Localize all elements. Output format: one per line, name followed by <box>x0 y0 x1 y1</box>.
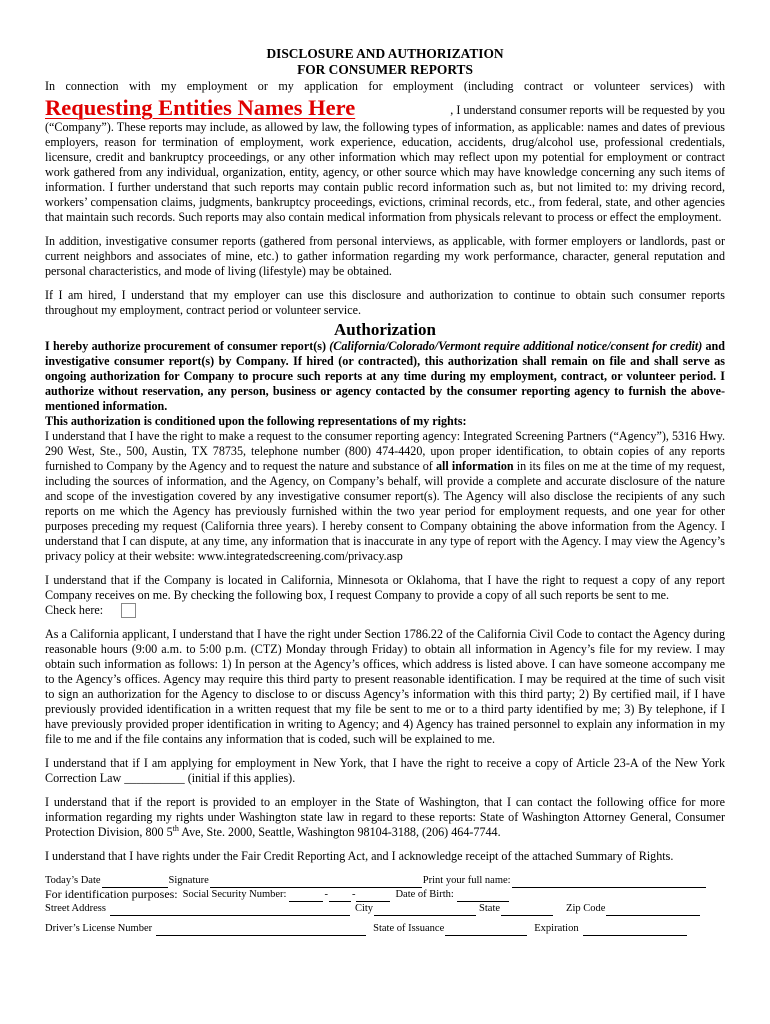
intro-continued: , I understand consumer reports will be requested by you <box>450 103 725 117</box>
requesting-entity-name: Requesting Entities Names Here <box>45 95 356 120</box>
address-row <box>45 902 725 916</box>
new-york-paragraph: I understand that if I am applying for employment in New York, that I have the right to receive a copy of Article 23-A of the New York Correction Law __________ (initial if this applies). <box>45 756 725 785</box>
street-label: Street Address <box>45 903 106 914</box>
date-label: Today’s Date <box>45 875 101 886</box>
document-page <box>45 46 725 936</box>
rights-text-b: in its files on me at the time of my request, including the sources of information, and the Agency, on Company’s behalf, will provide a complete and accurate disclosure of the nature and scope of the investigation covered by any investigative consumer report(s). The Agency will also disclose the recipients of any such reports on me which the Agency has previously furnished within the two year period for employment requests, and one year for other purposes preceding my request (California three years). I hereby consent to Company obtaining the above information from the Agency. I understand that I can dispute, at any time, any information that is inaccurate in any type of report with the Agency. I may view the Agency’s privacy policy at their website: www.integratedscreening.com/privacy.asp <box>45 459 725 563</box>
city-label: City <box>354 903 374 914</box>
rights-condition-heading: This authorization is conditioned upon the following representations of my rights: <box>45 414 467 428</box>
copy-request-checkbox[interactable] <box>121 603 136 618</box>
title-line-2: FOR CONSUMER REPORTS <box>297 62 473 77</box>
signature-label: Signature <box>168 875 209 886</box>
street-field[interactable] <box>110 905 350 916</box>
agency-rights-paragraph <box>45 429 725 564</box>
license-row <box>45 916 725 936</box>
id-purposes-label: For identification purposes: <box>45 887 178 901</box>
ongoing-use-paragraph: If I am hired, I understand that my employer can use this disclosure and authorization to continue to obtain such consumer reports throughout my employment, contract period or volunteer service. <box>45 288 725 317</box>
auth-italic-note: (California/Colorado/Vermont require additional notice/consent for credit) <box>329 339 703 353</box>
state-field[interactable] <box>501 905 553 916</box>
ssn-dash-1: - <box>324 889 328 900</box>
zip-label: Zip Code <box>566 903 606 914</box>
authorization-heading: Authorization <box>334 320 436 339</box>
ssn-field-2[interactable] <box>329 891 351 902</box>
fcra-paragraph: I understand that I have rights under the Fair Credit Reporting Act, and I acknowledge receipt of the attached Summary of Rights. <box>45 849 674 863</box>
authorization-paragraph <box>45 339 725 414</box>
ssn-field-1[interactable] <box>289 891 323 902</box>
intro-line: In connection with my employment or my application for employment (including contract or volunteer services) with <box>45 79 725 93</box>
expiration-field[interactable] <box>583 925 687 936</box>
applicant-form <box>45 874 725 936</box>
entity-line <box>45 95 725 120</box>
issuance-label: State of Issuance <box>373 923 445 934</box>
auth-text-b: and investigative consumer report(s) by Company. If hired (or contracted), this authorization shall remain on file and shall serve as ongoing authorization for Company to procure such reports at any time during my employment, contract, or volunteer period. I authorize without reservation, any person, business or agency contacted by the consumer reporting agency to furnish the above-mentioned information. <box>45 339 726 413</box>
expiration-label: Expiration <box>534 923 579 934</box>
report-types-paragraph: (“Company”). These reports may include, as allowed by law, the following types of information, as applicable: names and dates of previous employers, reason for termination of employment, work experience, education, accidents, drug/alcohol use, professional credentials, licensure, credit and bankruptcy proceedings, or any other information which may reflect upon my potential for employment or contract work gathered from any individual, organization, entity, agency, or other source which may have knowledge concerning any such items of information. I further understand that such reports may contain public record information such as, but not limited to: my driving record, workers’ compensation claims, judgments, bankruptcy proceedings, evictions, criminal records, etc., from federal, state, and other agencies that maintain such records. Such reports may also contain medical information from physicals relevant to process or effect the employment. <box>45 120 725 224</box>
rights-bold-text: all information <box>435 459 514 473</box>
issuance-field[interactable] <box>445 925 527 936</box>
copy-request-paragraph: I understand that if the Company is located in California, Minnesota or Oklahoma, that I have the right to request a copy of any report Company receives on me. By checking the following box, I request Company to provide a copy of all such reports be sent to me. <box>45 573 725 602</box>
document-title <box>45 46 725 78</box>
state-label: State <box>479 903 501 914</box>
print-name-label: Print your full name: <box>422 875 511 886</box>
zip-field[interactable] <box>606 905 700 916</box>
california-applicant-paragraph: As a California applicant, I understand that I have the right under Section 1786.22 of the California Civil Code to contact the Agency during reasonable hours (9:00 a.m. to 5:00 p.m. (CTZ) Monday through Friday) to obtain all information in Agency’s file for my review. I may obtain such information as follows: 1) In person at the Agency’s offices, which address is listed above. I can have someone accompany me to the Agency’s offices. Agency may require this third party to present reasonable identification. I may be required at the time of such visit to sign an authorization for the Agency to disclose to or discuss Agency’s information with this third party; 2) By certified mail, if I have previously provided identification in a written request that my file be sent to me or to a third party identified by me; 3) By telephone, if I have previously provided proper identification in writing to Agency; and 4) Agency has trained personnel to explain any information in my file to me and if the file contains any information that is coded, such will be explained to me. <box>45 627 725 746</box>
washington-paragraph <box>45 795 725 840</box>
title-line-1: DISCLOSURE AND AUTHORIZATION <box>266 46 504 61</box>
city-field[interactable] <box>374 905 476 916</box>
identification-row <box>45 888 725 902</box>
wa-text-a: I understand that if the report is provided to an employer in the State of Washington, that I can contact the following office for more information regarding my rights under Washington state law in regard to these reports: State of Washington Attorney General, Consumer Protection Division, 800 5 <box>45 795 725 839</box>
print-name-field[interactable] <box>512 877 706 888</box>
wa-superscript: th <box>172 823 179 833</box>
dob-label: Date of Birth: <box>395 889 454 900</box>
copy-request-check-row <box>45 603 725 618</box>
license-field[interactable] <box>156 925 366 936</box>
auth-text-a: I hereby authorize procurement of consumer report(s) <box>45 339 330 353</box>
ssn-label: Social Security Number: <box>182 889 287 900</box>
ssn-dash-2: - <box>351 889 356 900</box>
date-signature-row <box>45 874 725 888</box>
check-label: Check here: <box>45 603 104 617</box>
wa-text-b: Ave, Ste. 2000, Seattle, Washington 98104-3188, (206) 464-7744. <box>178 825 501 839</box>
investigative-reports-paragraph: In addition, investigative consumer reports (gathered from personal interviews, as applicable, with former employers or landlords, past or current neighbors and associates of mine, etc.) to gather information regarding my work performance, character, general reputation and personal characteristics, and mode of living (lifestyle) may be obtained. <box>45 234 725 278</box>
rights-text-a: I understand that I have the right to make a request to the consumer reporting agency: Integrated Screening Partners (“Agency”), 5316 Hwy. 290 West, Ste., 500, Austin, TX 78735, telephone number (800) 474-4420, upon proper identification, to obtain copies of any reports furnished to Company by the Agency and to request the nature and substance of <box>45 429 725 473</box>
license-label: Driver’s License Number <box>45 923 153 934</box>
